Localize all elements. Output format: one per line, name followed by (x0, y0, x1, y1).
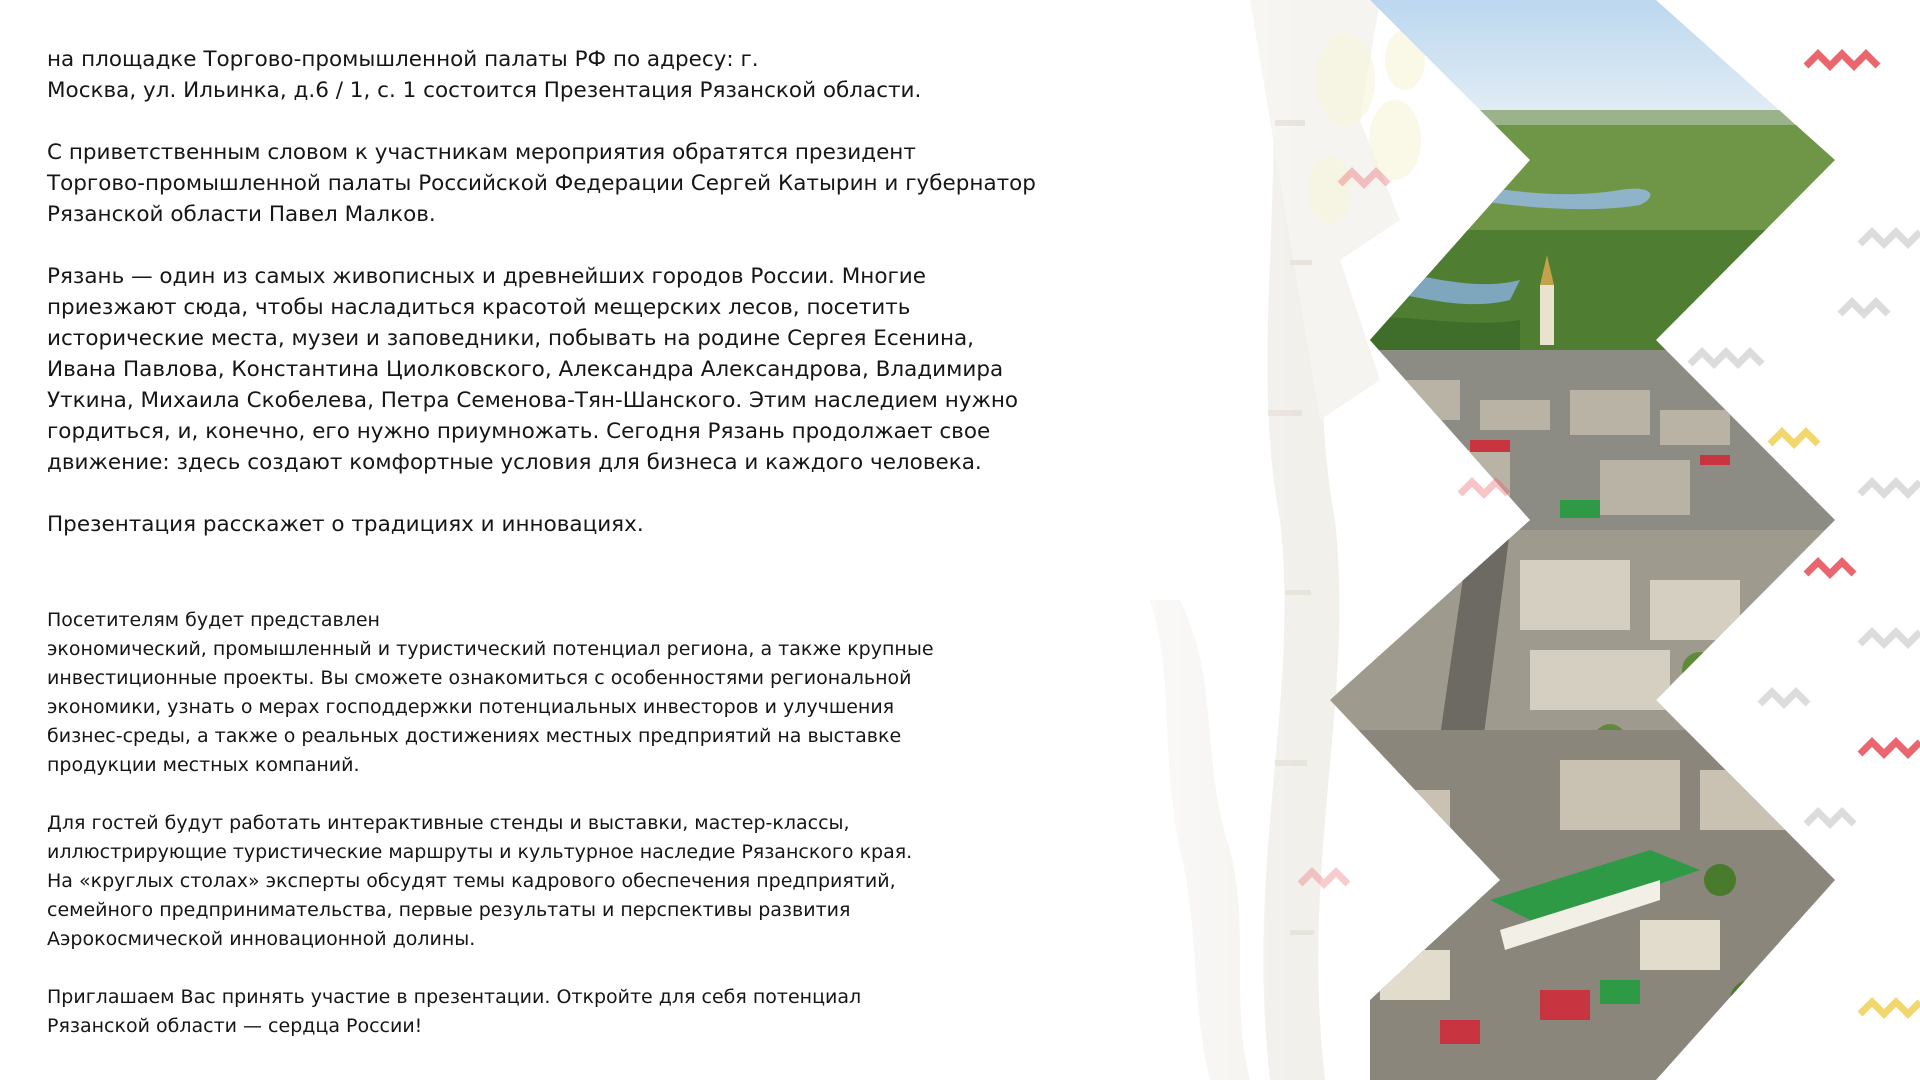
text-line: На «круглых столах» эксперты обсудят темы кадрового обеспечения предприятий, (47, 870, 896, 892)
text-line: Посетителям будет представлен (47, 609, 380, 631)
paragraph-welcome (47, 137, 1057, 230)
text-line: Ивана Павлова, Константина Циолковского, Александра Александрова, Владимира (47, 357, 1004, 382)
text-line: Уткина, Михаила Скобелева, Петра Семенова-Тян-Шанского. Этим наследием нужно (47, 388, 1019, 413)
paragraph-ryazan (47, 261, 1057, 478)
spacer (47, 571, 1057, 606)
text-line: Презентация расскажет о традициях и инновациях. (47, 512, 644, 537)
text-line: С приветственным словом к участникам мероприятия обратятся президент (47, 140, 916, 165)
text-line: движение: здесь создают комфортные условия для бизнеса и каждого человека. (47, 450, 982, 475)
text-line: инвестиционные проекты. Вы сможете ознакомиться с особенностями региональной (47, 667, 912, 689)
text-column (47, 44, 1057, 1070)
text-line: экономики, узнать о мерах господдержки потенциальных инвесторов и улучшения (47, 696, 895, 718)
text-line: Москва, ул. Ильинка, д.6 / 1, с. 1 состоится Презентация Рязанской области. (47, 78, 922, 103)
text-line: приезжают сюда, чтобы насладиться красотой мещерских лесов, посетить (47, 295, 911, 320)
text-line: Рязанской области — сердца России! (47, 1015, 423, 1037)
paragraph-visitors (47, 606, 1057, 780)
text-line: Для гостей будут работать интерактивные стенды и выставки, мастер-классы, (47, 812, 850, 834)
text-line: гордиться, и, конечно, его нужно приумножать. Сегодня Рязань продолжает свое (47, 419, 991, 444)
text-line: экономический, промышленный и туристический потенциал региона, а также крупные (47, 638, 934, 660)
text-line: Приглашаем Вас принять участие в презентации. Откройте для себя потенциал (47, 986, 862, 1008)
paragraph-traditions (47, 509, 1057, 540)
text-line: продукции местных компаний. (47, 754, 360, 776)
text-line: на площадке Торгово-промышленной палаты РФ по адресу: г. (47, 47, 759, 72)
paragraph-venue (47, 44, 1057, 106)
text-line: исторические места, музеи и заповедники, побывать на родине Сергея Есенина, (47, 326, 975, 351)
paragraph-guests (47, 809, 1057, 954)
text-line: Торгово-промышленной палаты Российской Федерации Сергей Катырин и губернатор (47, 171, 1036, 196)
text-line: бизнес-среды, а также о реальных достижениях местных предприятий на выставке (47, 725, 902, 747)
text-line: семейного предпринимательства, первые результаты и перспективы развития (47, 899, 851, 921)
birch-tree-illustration (1040, 0, 1425, 1080)
text-line: Аэрокосмической инновационной долины. (47, 928, 476, 950)
paragraph-invitation (47, 983, 1057, 1041)
text-line: иллюстрирующие туристические маршруты и культурное наследие Рязанского края. (47, 841, 913, 863)
text-line: Рязанской области Павел Малков. (47, 202, 436, 227)
text-line: Рязань — один из самых живописных и древнейших городов России. Многие (47, 264, 926, 289)
